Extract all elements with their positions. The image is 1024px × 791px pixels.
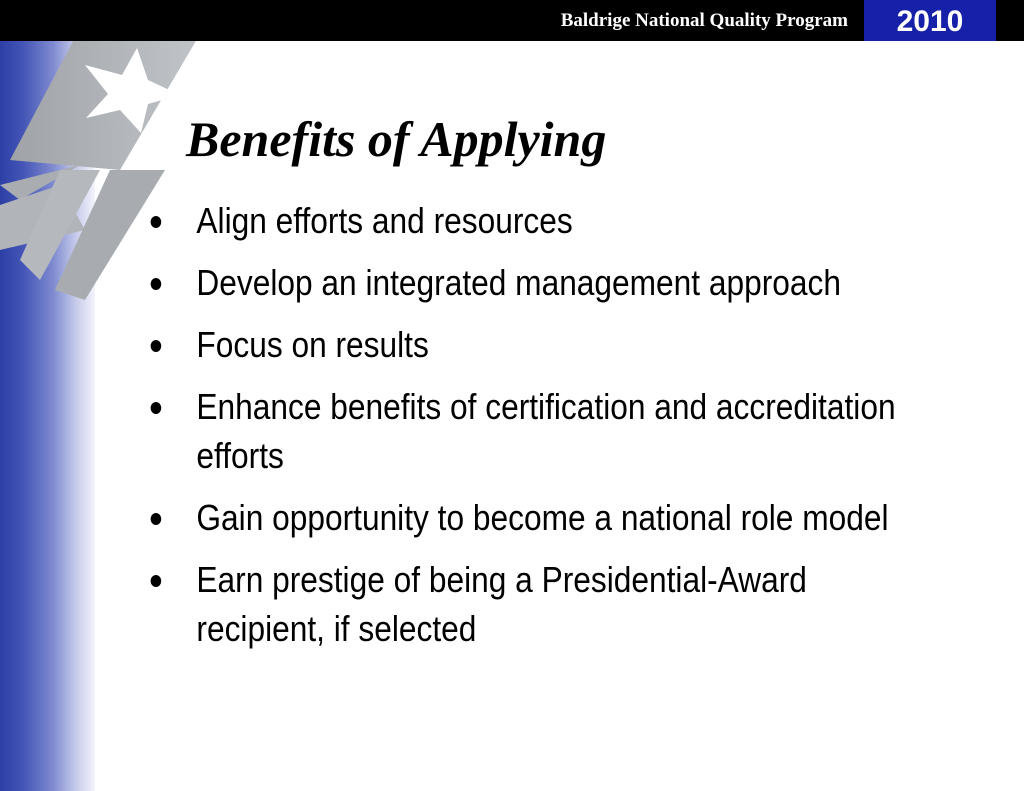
bullet-item	[148, 493, 905, 542]
bullet-item	[148, 382, 905, 480]
bullet-text: Earn prestige of being a Presidential-Award recipient, if selected	[196, 559, 807, 649]
bullet-dot	[151, 402, 162, 414]
bullet-item	[148, 196, 905, 245]
bullet-dot	[151, 278, 162, 290]
bullet-text: Gain opportunity to become a national role model	[196, 497, 889, 538]
bullet-dot	[151, 575, 162, 587]
bullet-dot	[151, 216, 162, 228]
year-label: 2010	[896, 5, 964, 38]
bullet-list	[148, 196, 1008, 666]
bullet-item	[148, 320, 905, 369]
header-bar	[0, 0, 1024, 41]
slide-title: Benefits of Applying	[186, 111, 607, 167]
bullet-dot	[151, 340, 162, 352]
bullet-text: Develop an integrated management approach	[196, 262, 841, 303]
bullet-item	[148, 555, 905, 653]
bullet-text: Focus on results	[196, 324, 429, 365]
bullet-text: Enhance benefits of certification and accreditation efforts	[196, 386, 896, 476]
bullet-dot	[151, 513, 162, 525]
bullet-text: Align efforts and resources	[196, 200, 573, 241]
bullet-item	[148, 258, 905, 307]
program-name: Baldrige National Quality Program	[560, 10, 848, 31]
year-badge	[864, 0, 996, 41]
